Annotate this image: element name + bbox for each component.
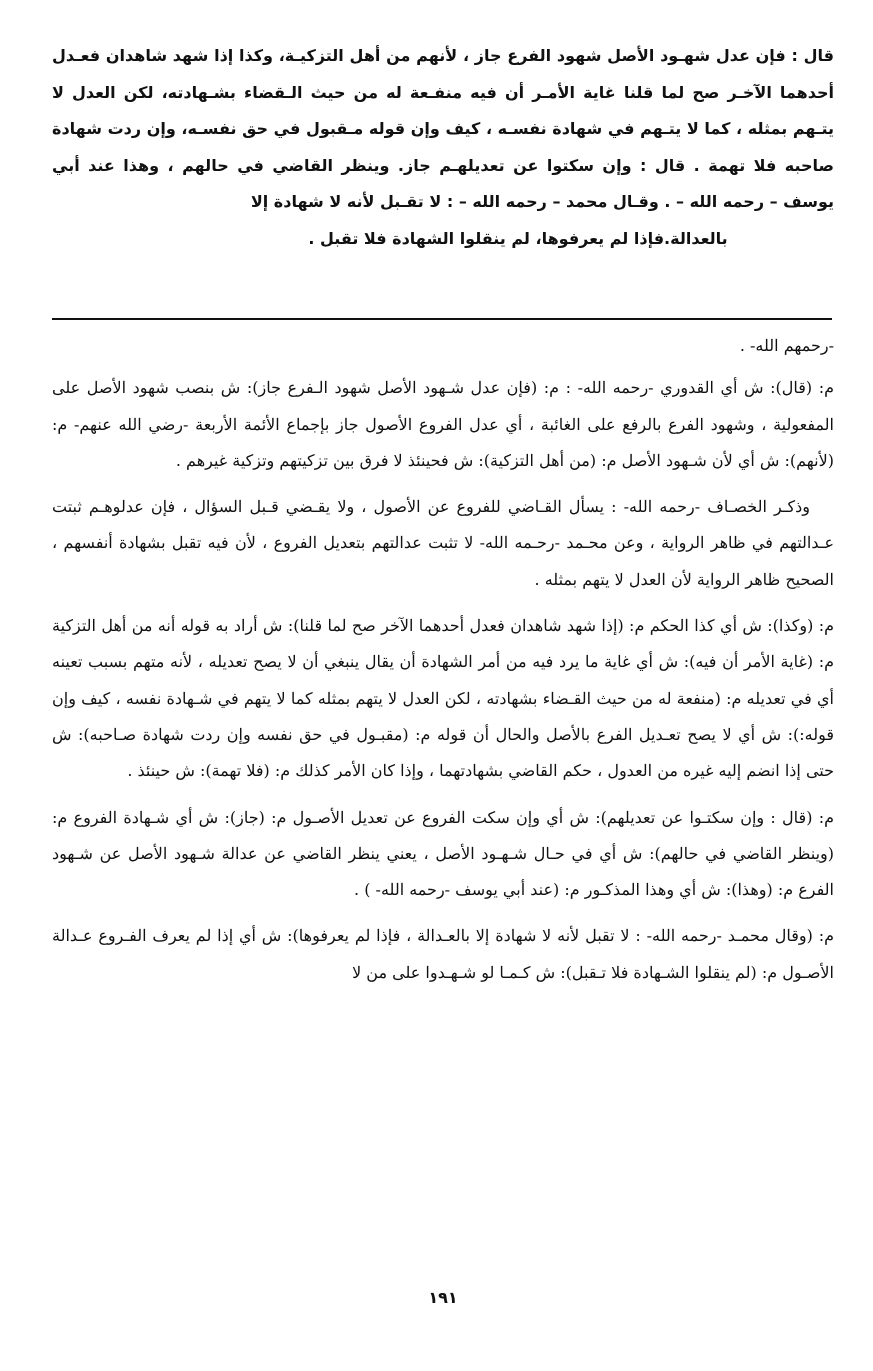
main-text-paragraph: قال : فإن عدل شهـود الأصل شهود الفرع جاز ، لأنهم من أهل التزكيـة، وكذا إذا شهد شاهدان فعـدل أحدهما الآخـر صح لما قلنا غاية الأمـر أن فيه منفـعة له من حيث الـقضاء بشـهادته، لكن العدل لا يتـهم بمثله ، كما لا يتـهم في شهادة نفسـه ، كيف وإن قوله مـقبول في حق نفسـه، وإن ردت شهادة صاحبه فلا تهمة . قال : وإن سكتوا عن تعديلهـم جاز. وينظر القاضي في حالهم ، وهذا عند أبي يوسف – رحمه الله – . وقـال محمد – رحمه الله – : لا تقـبل لأنه لا شهادة إلا [52,46,834,211]
page-number: ١٩١ [428,1288,458,1307]
commentary-paragraph-1: م: (قال): ش أي القدوري -رحمه الله- : م: (فإن عدل شـهود الأصل شهود الـفرع جاز): ش بنصب شهود الأصل على المفعولية ، وشهود الفرع بالرفع على الغائبة ، أي عدل الفروع الأصول جاز بإجماع الأئمة الأربعة -رضي الله عنهم- م: (لأنهم): ش أي لأن شـهود الأصل م: (من أهل التزكية): ش فحينئذ لا فرق بين تزكيتهم وتزكية غيرهم . [52,378,834,470]
commentary-paragraph-5: م: (وقال محمـد -رحمه الله- : لا تقبل لأنه لا شهادة إلا بالعـدالة ، فإذا لم يعرفوها): ش أي إذا لم يعرف الفـروع عـدالة الأصـول م: (لم ينقلوا الشـهادة فلا تـقبل): ش كـمـا لو شـهـدوا على من لا [52,926,834,982]
main-text-last-line: بالعدالة.فإذا لم يعرفوها، لم ينقلوا الشهادة فلا تقبل . [308,228,728,248]
book-page [52,38,834,1338]
commentary-paragraph-4: م: (قال : وإن سكتـوا عن تعديلهم): ش أي وإن سكت الفروع عن تعديل الأصـول م: (جاز): ش أي شـهادة الفروع م: (وينظر القاضي في حالهم): ش أي في حـال شـهـود الأصل ، يعني ينظر القاضي عن عدالة شـهود الأصل عن شـهود الفرع م: (وهذا): ش أي وهذا المذكـور م: (عند أبي يوسف -رحمه الله- ) . [52,807,834,900]
commentary-paragraph-2: وذكـر الخصـاف -رحمه الله- : يسأل القـاضي للفروع عن الأصول ، ولا يقـضي قـبل السؤال ، فإن عدلوهـم ثبتت عـدالتهم في ظاهر الرواية ، وعن محـمد -رحـمه الله- لا تثبت عدالتهم بتعديل الفروع ، لأن فيه تقبل بشهادة أنفسهم ، الصحيح ظاهر الرواية لأن العدل لا يتهم بمثله . [52,497,834,589]
commentary-paragraph-3: م: (وكذا): ش أي كذا الحكم م: (إذا شهد شاهدان فعدل أحدهما الآخر صح لما قلنا): ش أراد به قوله أنه من أهل التزكية م: (غاية الأمر أن فيه): ش أي غاية ما يرد فيه من أمر الشهادة أن يقال ينبغي أن لا يصح تعديله ، لأنه متهم بسبب تعينه أي في تعديله م: (منفعة له من حيث القـضاء بشهادته ، لكن العدل لا يتهم بمثله كما لا يتهم في شـهادة نفسه ، كيف وإن قوله:): ش أي لا يصح تعـديل الفرع بالأصل والحال أن قوله م: (مقبـول في حق نفسه وإن ردت شهادة صـاحبه): ش حتى إذا انضم إليه غيره من العدول ، حكم القاضي بشهادتهما ، وإذا كان الأمر كذلك م: (فلا تهمة): ش حينئذ . [52,616,835,781]
commentary-section [52,328,834,1001]
section-divider [52,318,832,320]
commentary-carry-over: -رحمهم الله- . [739,336,834,355]
